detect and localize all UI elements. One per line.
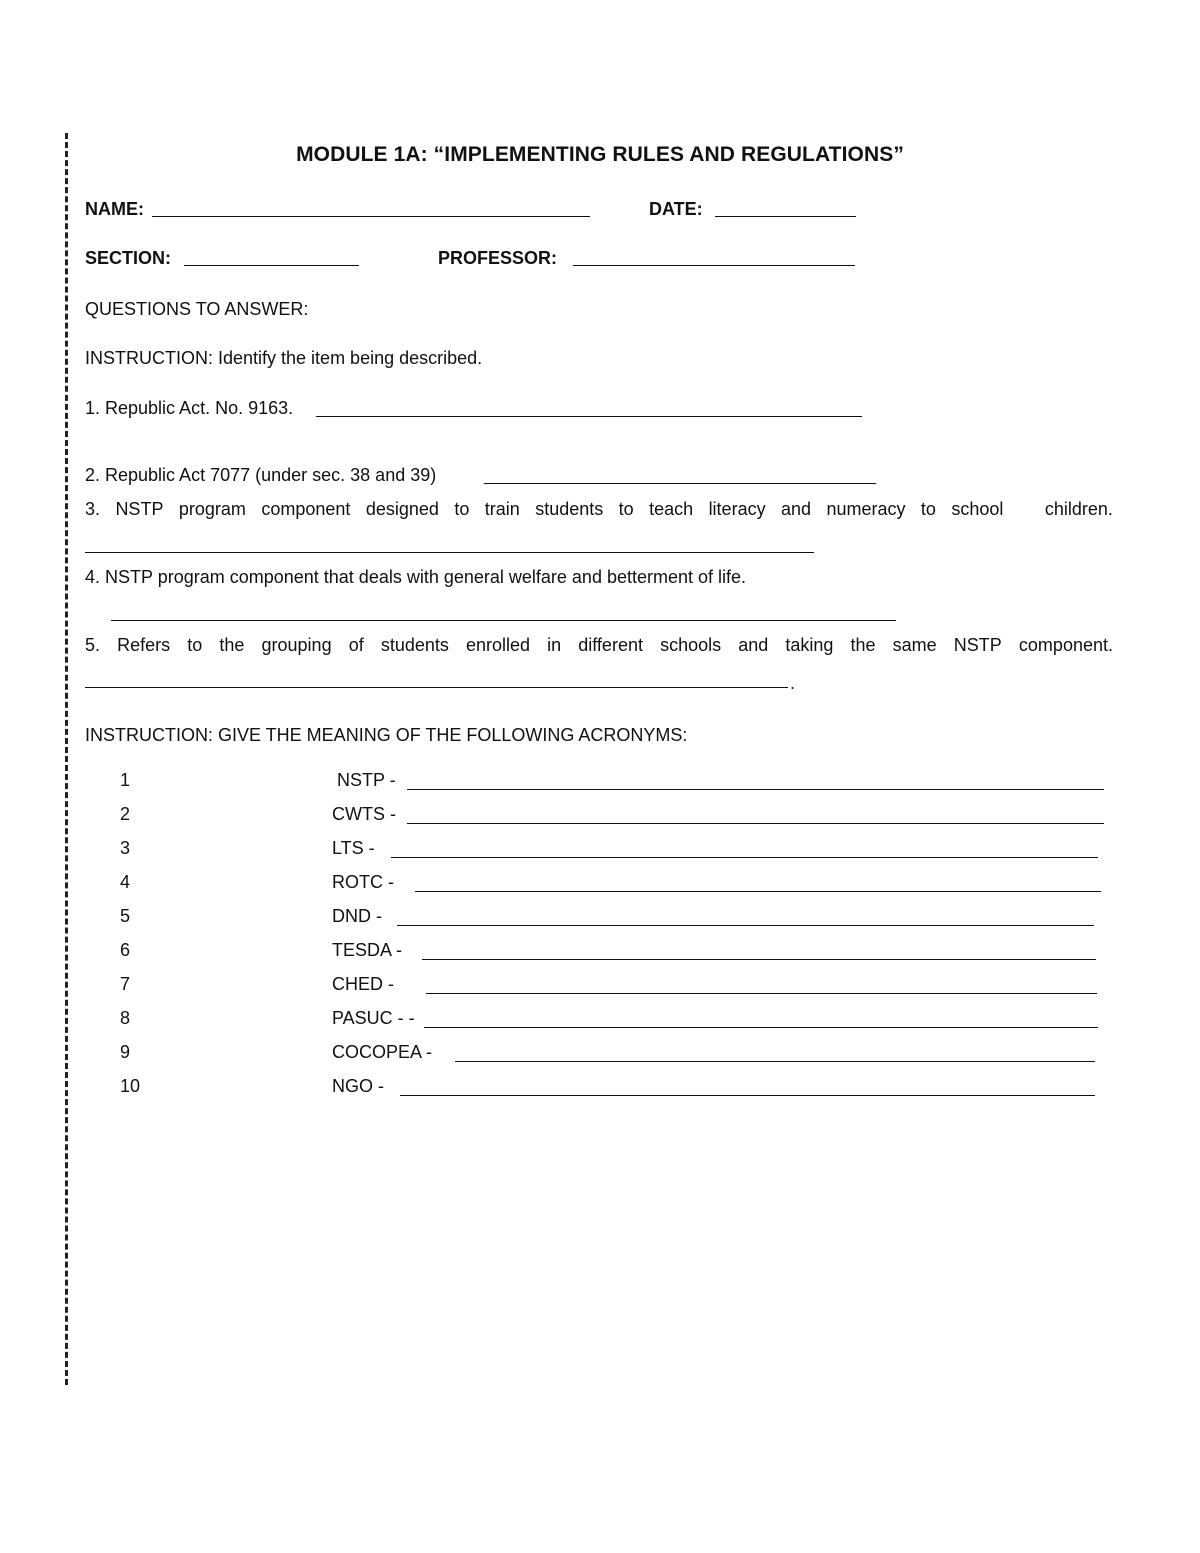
acronym-number: 6 bbox=[120, 940, 131, 960]
question-3-word: train bbox=[484, 499, 520, 519]
acronym-label: CWTS - bbox=[332, 804, 396, 824]
acronym-label: NSTP - bbox=[337, 770, 396, 790]
question-2-text: 2. Republic Act 7077 (under sec. 38 and 39) bbox=[85, 465, 437, 485]
question-5-word: the bbox=[850, 635, 876, 655]
question-5-word: enrolled bbox=[465, 635, 531, 655]
question-3-word: component bbox=[261, 499, 351, 519]
question-1-text: 1. Republic Act. No. 9163. bbox=[85, 398, 294, 418]
acronym-label: TESDA - bbox=[332, 940, 403, 960]
professor-label: PROFESSOR: bbox=[438, 248, 558, 268]
acronym-answer[interactable] bbox=[422, 959, 1096, 960]
question-3-word: NSTP bbox=[115, 499, 164, 519]
question-5-word: NSTP bbox=[953, 635, 1002, 655]
question-5-word: Refers bbox=[117, 635, 171, 655]
acronym-label: NGO - bbox=[332, 1076, 384, 1096]
acronym-answer[interactable] bbox=[407, 789, 1104, 790]
question-5-word: schools bbox=[660, 635, 722, 655]
acronym-number: 3 bbox=[120, 838, 131, 858]
name-field[interactable] bbox=[152, 216, 590, 217]
name-label: NAME: bbox=[85, 199, 144, 219]
acronym-number: 2 bbox=[120, 804, 131, 824]
question-5-word: grouping bbox=[261, 635, 332, 655]
acronym-label: COCOPEA - bbox=[332, 1042, 433, 1062]
acronym-answer[interactable] bbox=[400, 1095, 1095, 1096]
question-5-word: taking bbox=[785, 635, 834, 655]
question-3-word: numeracy bbox=[826, 499, 906, 519]
question-3-word: program bbox=[178, 499, 246, 519]
question-2-answer[interactable] bbox=[484, 483, 876, 484]
question-5-word: different bbox=[578, 635, 643, 655]
question-1-answer[interactable] bbox=[316, 416, 862, 417]
question-4-text: 4. NSTP program component that deals with general welfare and betterment of life. bbox=[85, 567, 747, 587]
acronym-label: ROTC - bbox=[332, 872, 394, 892]
question-3-word: students bbox=[535, 499, 604, 519]
question-5-text bbox=[85, 635, 1113, 656]
question-5-word: to bbox=[187, 635, 203, 655]
margin-dashed-line bbox=[65, 133, 68, 1385]
acronym-label: CHED - bbox=[332, 974, 394, 994]
acronym-number: 5 bbox=[120, 906, 131, 926]
question-5-word: students bbox=[380, 635, 449, 655]
question-5-word: the bbox=[219, 635, 245, 655]
question-5-word: in bbox=[547, 635, 562, 655]
question-5-answer[interactable] bbox=[85, 687, 788, 688]
acronym-label: DND - bbox=[332, 906, 382, 926]
acronym-number: 8 bbox=[120, 1008, 131, 1028]
acronym-answer[interactable] bbox=[424, 1027, 1098, 1028]
instruction-identify: INSTRUCTION: Identify the item being described. bbox=[85, 348, 483, 368]
instruction-acronyms: INSTRUCTION: GIVE THE MEANING OF THE FOLLOWING ACRONYMS: bbox=[85, 725, 688, 745]
date-field[interactable] bbox=[715, 216, 856, 217]
acronym-label: LTS - bbox=[332, 838, 375, 858]
question-5-period: . bbox=[790, 673, 796, 693]
acronym-answer[interactable] bbox=[415, 891, 1101, 892]
acronym-answer[interactable] bbox=[397, 925, 1094, 926]
section-label: SECTION: bbox=[85, 248, 172, 268]
question-3-word: to bbox=[920, 499, 936, 519]
question-3-word: to bbox=[618, 499, 634, 519]
question-5-word: and bbox=[738, 635, 769, 655]
acronym-number: 1 bbox=[120, 770, 131, 790]
question-5-word: component. bbox=[1018, 635, 1113, 655]
questions-heading: QUESTIONS TO ANSWER: bbox=[85, 299, 309, 319]
acronym-label: PASUC - - bbox=[332, 1008, 415, 1028]
question-5-word: same bbox=[892, 635, 937, 655]
acronym-number: 9 bbox=[120, 1042, 131, 1062]
acronym-answer[interactable] bbox=[455, 1061, 1095, 1062]
question-5-word: 5. bbox=[85, 635, 101, 655]
question-3-word: 3. bbox=[85, 499, 101, 519]
acronym-answer[interactable] bbox=[391, 857, 1098, 858]
question-3-word: to bbox=[454, 499, 470, 519]
question-3-word: designed bbox=[365, 499, 439, 519]
page-title: MODULE 1A: “IMPLEMENTING RULES AND REGULATIONS” bbox=[296, 143, 904, 166]
acronym-number: 7 bbox=[120, 974, 131, 994]
question-3-word: teach bbox=[649, 499, 694, 519]
acronym-number: 10 bbox=[120, 1076, 141, 1096]
acronym-number: 4 bbox=[120, 872, 131, 892]
question-4-answer[interactable] bbox=[111, 620, 896, 621]
question-3-word: literacy bbox=[708, 499, 766, 519]
acronym-answer[interactable] bbox=[407, 823, 1104, 824]
question-5-word: of bbox=[348, 635, 364, 655]
question-3-word: school bbox=[951, 499, 1004, 519]
question-3-word: children. bbox=[1044, 499, 1113, 519]
date-label: DATE: bbox=[649, 199, 703, 219]
question-3-text bbox=[85, 499, 1113, 520]
question-3-word: and bbox=[781, 499, 812, 519]
section-field[interactable] bbox=[184, 265, 359, 266]
question-3-answer[interactable] bbox=[85, 552, 814, 553]
professor-field[interactable] bbox=[573, 265, 855, 266]
acronym-answer[interactable] bbox=[426, 993, 1097, 994]
